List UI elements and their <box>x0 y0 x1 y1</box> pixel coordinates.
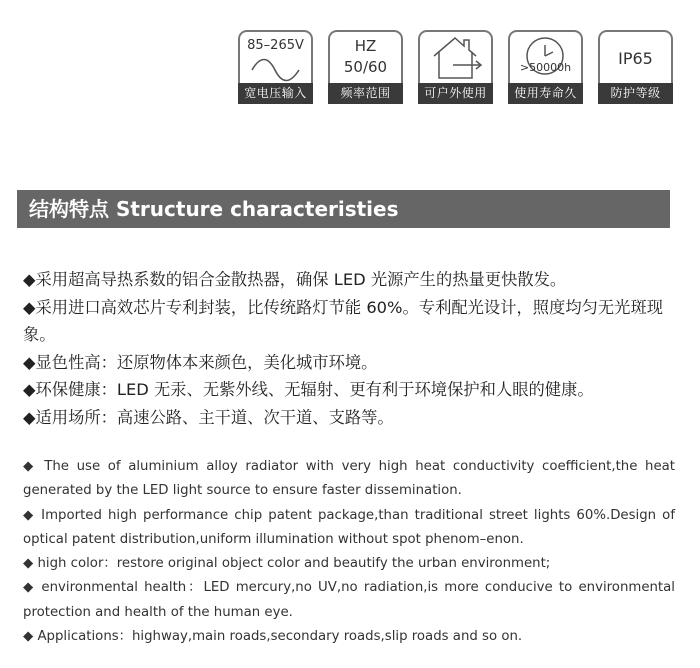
chinese-point: ◆采用超高导热系数的铝合金散热器，确保 LED 光源产生的热量更快散发。 <box>23 270 567 289</box>
english-point: ◆ high color：restore original object color and beautify the urban environment; <box>23 556 551 572</box>
sine-wave-icon <box>240 58 311 82</box>
chinese-point: ◆采用进口高效芯片专利封装，比传统路灯节能 60%。专利配光设计，照度均匀无光斑现象。 <box>23 297 664 344</box>
voltage-range-text: 85–265V <box>247 38 304 53</box>
feature-box <box>418 30 493 83</box>
feature-wide-voltage <box>238 30 313 104</box>
english-point: ◆ Imported high performance chip patent package,than traditional street lights 60%.Design of optical patent distribution,uniform illumination without spot phenom–enon. <box>23 507 675 547</box>
feature-ip-rating <box>598 30 673 104</box>
english-point: ◆ environmental health：LED mercury,no UV,no radiation,is more conducive to environmental protection and health of the human eye. <box>23 580 675 620</box>
feature-caption: 防护等级 <box>598 83 673 104</box>
feature-frequency <box>328 30 403 104</box>
feature-box <box>238 30 313 83</box>
feature-caption: 频率范围 <box>328 83 403 104</box>
feature-box <box>328 30 403 83</box>
chinese-point: ◆环保健康：LED 无汞、无紫外线、无辐射、更有利于环境保护和人眼的健康。 <box>23 380 594 399</box>
feature-caption: 使用寿命久 <box>508 83 583 104</box>
feature-box <box>598 30 673 83</box>
english-point: ◆ The use of aluminium alloy radiator with very high heat conductivity coefficient,the heat generated by the LED light source to ensure faster dissemination. <box>23 459 675 499</box>
feature-lifespan <box>508 30 583 104</box>
ip-rating-icon: IP65 <box>618 49 653 68</box>
english-point: ◆ Applications：highway,main roads,secondary roads,slip roads and so on. <box>23 629 523 645</box>
feature-caption: 宽电压输入 <box>238 83 313 104</box>
frequency-value-text: 50/60 <box>343 58 388 76</box>
house-outdoor-icon <box>420 32 491 83</box>
section-banner <box>17 190 670 228</box>
feature-outdoor <box>418 30 493 104</box>
feature-caption: 可户外使用 <box>418 83 493 104</box>
chinese-feature-list <box>23 266 673 431</box>
section-title: 结构特点 Structure characteristies <box>29 197 399 221</box>
lifespan-text: >50000h <box>519 61 572 74</box>
chinese-point: ◆显色性高：还原物体本来颜色，美化城市环境。 <box>23 352 378 372</box>
english-feature-list <box>23 455 675 649</box>
frequency-label-text: HZ <box>354 37 377 55</box>
feature-icons-row <box>0 30 700 106</box>
feature-box <box>508 30 583 83</box>
chinese-point: ◆适用场所：高速公路、主干道、次干道、支路等。 <box>23 407 394 427</box>
clock-icon <box>510 32 581 83</box>
